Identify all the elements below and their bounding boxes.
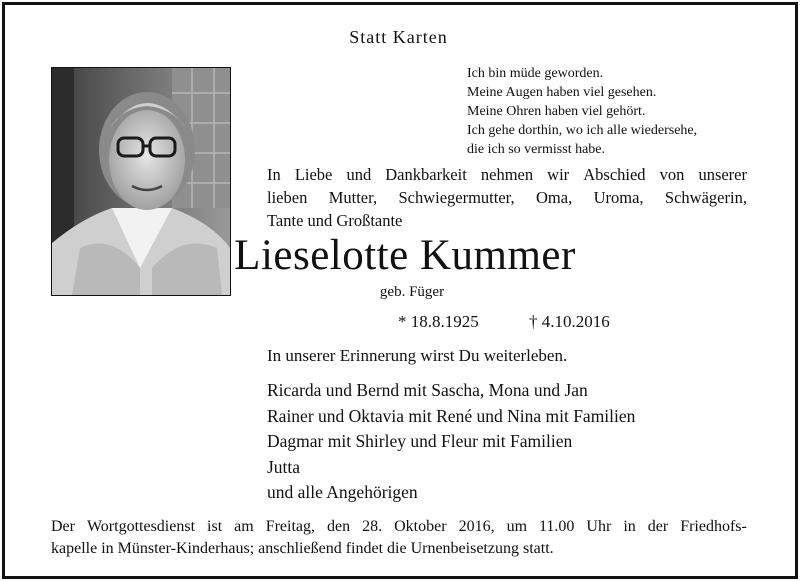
word: Mutter, [328,188,378,207]
word: wir [547,165,570,184]
family-line: Dagmar mit Shirley und Fleur mit Familien [267,431,573,451]
intro-line-1 [267,163,747,186]
word: Uroma, [593,188,644,207]
word: 28. [362,518,383,535]
maiden-name: geb. Füger [379,284,445,300]
poem-line: die ich so vermisst habe. [467,142,606,157]
word: In [267,165,281,184]
word: nehmen [480,165,534,184]
word: Schwägerin, [664,188,747,207]
deceased-name: Lieselotte Kummer [234,232,576,279]
word: Friedhofs- [680,518,747,535]
word: 11.00 [539,518,575,535]
word: Oma, [536,188,573,207]
word: 2016, [458,518,495,535]
word: ist [207,518,223,535]
word: von [659,165,685,184]
intro-line-2 [267,186,747,209]
word: in [623,518,636,535]
poem [467,64,697,159]
word: Wortgottesdienst [86,518,196,535]
word: der [647,518,669,535]
word: um [506,518,528,535]
poem-line: Ich bin müde geworden. [467,66,604,81]
family-list [267,378,635,506]
word: Abschied [583,165,646,184]
word: am [234,518,254,535]
service-notice [51,516,747,560]
word: Uhr [586,518,612,535]
family-line: Rainer und Oktavia mit René und Nina mit Familien [267,405,636,426]
memory-line: In unserer Erinnerung wirst Du weiterleben. [267,346,568,365]
service-line-1 [51,516,747,538]
poem-line: Meine Augen haben viel gesehen. [467,85,657,100]
intro-line-3: Tante und Großtante [267,211,403,230]
family-line: und alle Angehörigen [267,482,418,502]
family-line: Ricarda und Bernd mit Sascha, Mona und Jan [267,380,588,400]
birth-date: * 18.8.1925 [398,312,479,331]
word: unserer [698,165,747,184]
word: Dankbarkeit [385,165,467,184]
service-line-2: kapelle in Münster-Kinderhaus; anschließend findet die Urnenbeisetzung statt. [51,540,554,557]
family-line: Jutta [267,456,301,477]
poem-line: Meine Ohren haben viel gehört. [467,104,646,119]
word: Liebe [294,165,333,184]
word: lieben [267,188,308,207]
word: und [346,165,372,184]
death-date: † 4.10.2016 [529,312,610,331]
poem-line: Ich gehe dorthin, wo ich alle wiedersehe, [467,123,698,138]
word: Oktober [394,518,447,535]
header-title: Statt Karten [349,27,448,47]
intro-text [267,163,747,232]
word: Freitag, [265,518,316,535]
word: Schwiegermutter, [398,188,515,207]
word: den [327,518,351,535]
word: Der [51,518,75,535]
